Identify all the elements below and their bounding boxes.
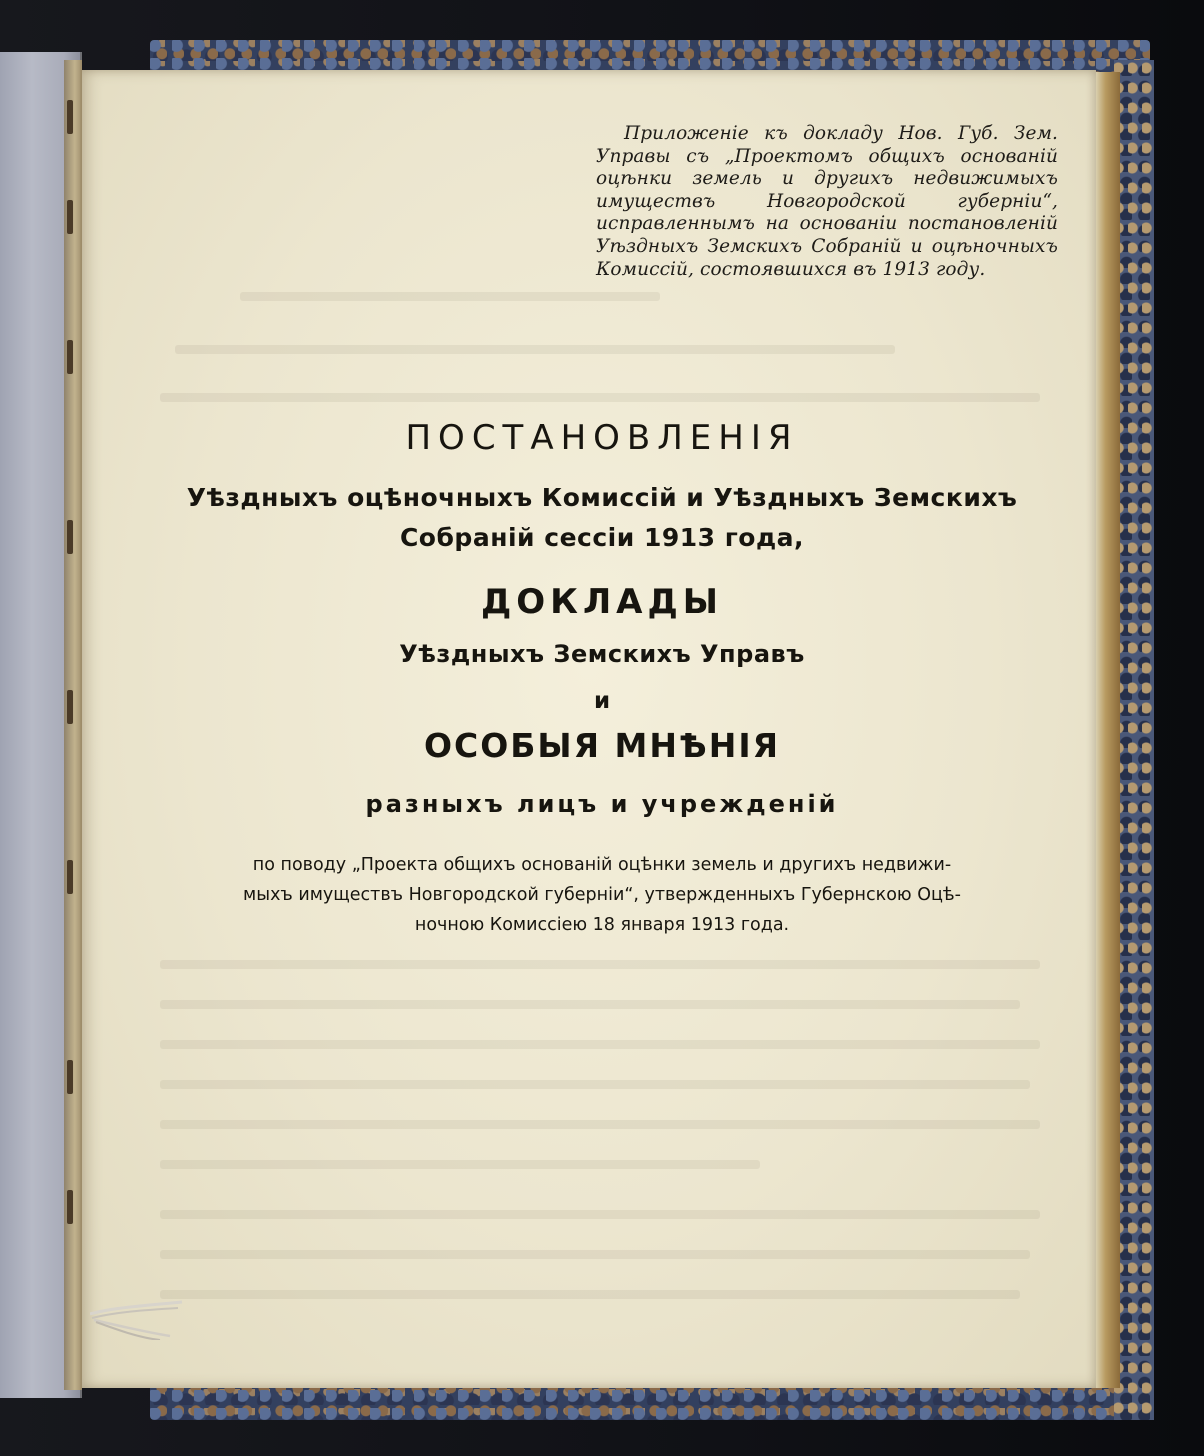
bleed-through [175, 345, 895, 354]
third-subtitle: разныхъ лицъ и учрежденій [365, 790, 839, 818]
bleed-through [160, 1120, 1040, 1129]
bleed-through [160, 393, 1040, 402]
binding-stitch [67, 200, 73, 234]
bleed-through [160, 1160, 760, 1169]
binding-stitch [67, 100, 73, 134]
subtitle [120, 478, 1084, 558]
binding-stitch [67, 1190, 73, 1224]
binding-stitch [67, 520, 73, 554]
third-title: ОСОБЫЯ МНѢНІЯ [423, 726, 781, 765]
bleed-through [160, 1290, 1020, 1299]
appendix-note: Приложеніе къ докладу Нов. Губ. Зем. Управы съ „Проектомъ общихъ основаній оцѣнки земель и другихъ недвижимыхъ имуществъ Новгородской губерніи“, исправленнымъ на основаніи постановленій Уѣздныхъ Земскихъ Собраній и оцѣночныхъ Комиссій, состоявшихся въ 1913 году. [596, 123, 1058, 280]
subtitle-line: Уѣздныхъ оцѣночныхъ Комиссій и Уѣздныхъ Земскихъ [186, 483, 1018, 512]
second-title: ДОКЛАДЫ [480, 582, 724, 622]
conjunction: и [593, 688, 611, 714]
bleed-through [160, 960, 1040, 969]
second-subtitle: Уѣздныхъ Земскихъ Управъ [399, 640, 805, 668]
binding-stitch [67, 1060, 73, 1094]
closing-line: по поводу „Проекта общихъ основаній оцѣнки земель и другихъ недвижи- [252, 855, 952, 875]
marbled-cover-edge [1114, 60, 1154, 1420]
bleed-through [160, 1040, 1040, 1049]
main-title: ПОСТАНОВЛЕНІЯ [405, 418, 799, 458]
bleed-through [160, 1000, 1020, 1009]
bleed-through [160, 1080, 1030, 1089]
bleed-through [160, 1210, 1040, 1219]
closing-paragraph [146, 850, 1058, 940]
binding-stitch [67, 340, 73, 374]
page-edge [1096, 72, 1120, 1388]
subtitle-line: Собраній сессіи 1913 года, [399, 523, 805, 552]
bleed-through [160, 1250, 1030, 1259]
closing-line: ночною Комиссіею 18 января 1913 года. [414, 915, 790, 935]
bleed-through [240, 292, 660, 301]
binding-stitch [67, 690, 73, 724]
binding-stitch [67, 860, 73, 894]
binding-string [90, 1300, 185, 1340]
closing-line: мыхъ имуществъ Новгородской губерніи“, утвержденныхъ Губернскою Оцѣ- [243, 885, 961, 905]
